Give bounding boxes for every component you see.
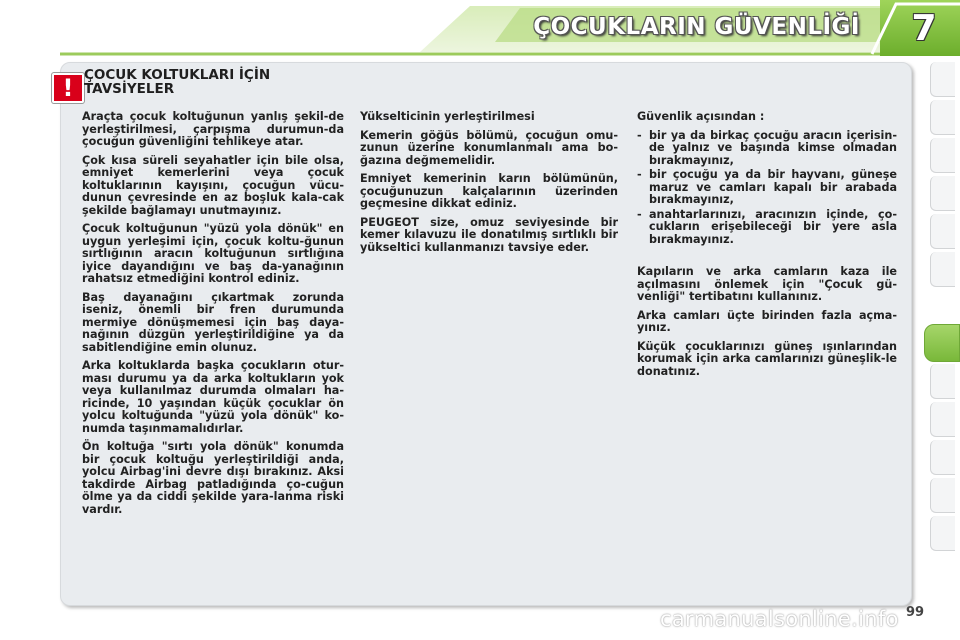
chapter-tab[interactable] (930, 252, 955, 287)
chapter-tab[interactable] (930, 516, 955, 551)
paragraph: Araçta çocuk koltuğunun yanlış şekil-de yerleştirilmesi, çarpışma durumun-da çocuğun güvenliğini tehlikeye atar. (82, 110, 344, 148)
paragraph-text: bağlamayı unutmayınız. (126, 203, 282, 217)
safety-list (637, 130, 897, 247)
paragraph: Arka koltuklarda başka çocukların otur-ması durumu ya da arka koltukların yok veya kullanılmaz durumda olmaları ha-ricinde, 10 yaşından küçük çocuklar ön yolcu koltuğunda "yüzü yola dönük" ko-numda taşınmamalıdırlar. (82, 359, 344, 435)
chapter-tab[interactable] (930, 176, 955, 211)
chapter-tabs (926, 62, 960, 582)
paragraph (82, 155, 344, 218)
chapter-number: 7 (911, 8, 937, 49)
chapter-tab[interactable] (930, 100, 955, 135)
paragraph: Emniyet kemerinin karın bölümünün, çocuğunuzun kalçalarının üzerinden geçmesine dikkat ediniz. (360, 172, 618, 210)
warning-icon: ! (52, 73, 84, 103)
list-item: - bir çocuğu ya da bir hayvanı, güneşe maruz ve camları kapalı bir arabada bırakmayınız, (637, 169, 897, 207)
chapter-tab[interactable] (930, 62, 955, 97)
chapter-tab-active[interactable] (924, 324, 960, 362)
column-3 (637, 111, 897, 384)
chapter-tab[interactable] (930, 478, 955, 513)
list-item: - bir ya da birkaç çocuğu aracın içerisin-de yalnız ve başında kimse olmadan bırakmayınız, (637, 130, 897, 168)
paragraph: Çocuk koltuğunun "yüzü yola dönük" en uygun yerleşimi için, çocuk koltu-ğunun sırtlığının aracın koltuğunun sırtlığına iyice dayandığını ve baş da-yanağının rahatsız etmediğini kontrol ediniz. (82, 222, 344, 285)
paragraph: Baş dayanağını çıkartmak zorunda iseniz, önemli bir fren durumunda mermiye dönüşmemesi için baş daya-nağının düzgün yerleştirildiğine ya da sabitlendiğine emin olunuz. (82, 290, 344, 354)
paragraph: Ön koltuğa "sırtı yola dönük" konumda bir çocuk koltuğu yerleştirildiği anda, yolcu Airbag'ini devre dışı bırakınız. Aksi takdirde Airbag patladığında ço-cuğun ölme ya da ciddi şekilde yara-lanma riski vardır. (82, 440, 344, 516)
page-number: 99 (906, 605, 925, 620)
paragraph: Kapıların ve arka camların kaza ile açılmasını önlemek için "Çocuk gü-venliği" tertibatını kullanınız. (637, 265, 897, 303)
paragraph: PEUGEOT size, omuz seviyesinde bir kemer kılavuzu ile donatılmış sırtlıklı bir yükseltici kullanmanızı tavsiye eder. (360, 215, 618, 254)
section-title-line2: TAVSİYELER (84, 80, 175, 97)
paragraph-text: Çok kısa süreli seyahatler için bile olsa, emniyet kemerlerini veya çocuk koltuklarının kayışını, çocuğun vücu-dunun çevresinde (82, 153, 344, 204)
chapter-tab[interactable] (930, 364, 955, 399)
watermark: carmanualsonline.info (660, 607, 899, 631)
paragraph: Arka camları üçte birinden fazla açma-yınız. (637, 308, 897, 334)
chapter-tab[interactable] (930, 214, 955, 249)
chapter-tab[interactable] (930, 138, 955, 173)
highlight-text: en az boşluk kala-cak şekilde (82, 191, 345, 217)
chapter-title: ÇOCUKLARIN GÜVENLİĞİ (533, 14, 860, 40)
paragraph: Küçük çocuklarınızı güneş ışınlarından korumak için arka camlarınızı güneşlik-le donatınız. (637, 339, 897, 378)
section-title-line1: ÇOCUK KOLTUKLARI İÇİN (84, 67, 271, 83)
list-item: - anahtarlarınızı, aracınızın içinde, ço-cukların erişebileceği bir yere asla bırakmayınız. (637, 209, 897, 247)
chapter-tab[interactable] (930, 402, 955, 437)
subheading: Yükselticinin yerleştirilmesi (360, 110, 535, 123)
section-title (84, 69, 344, 96)
intro-text: Güvenlik açısından : (637, 110, 765, 123)
column-1 (82, 111, 344, 522)
chapter-tab[interactable] (930, 440, 955, 475)
paragraph: Kemerin göğüs bölümü, çocuğun omu-zunun üzerine konumlanmalı ama bo-ğazına değmemelidir. (360, 128, 618, 167)
chapter-header (0, 0, 960, 56)
column-2 (360, 111, 618, 260)
